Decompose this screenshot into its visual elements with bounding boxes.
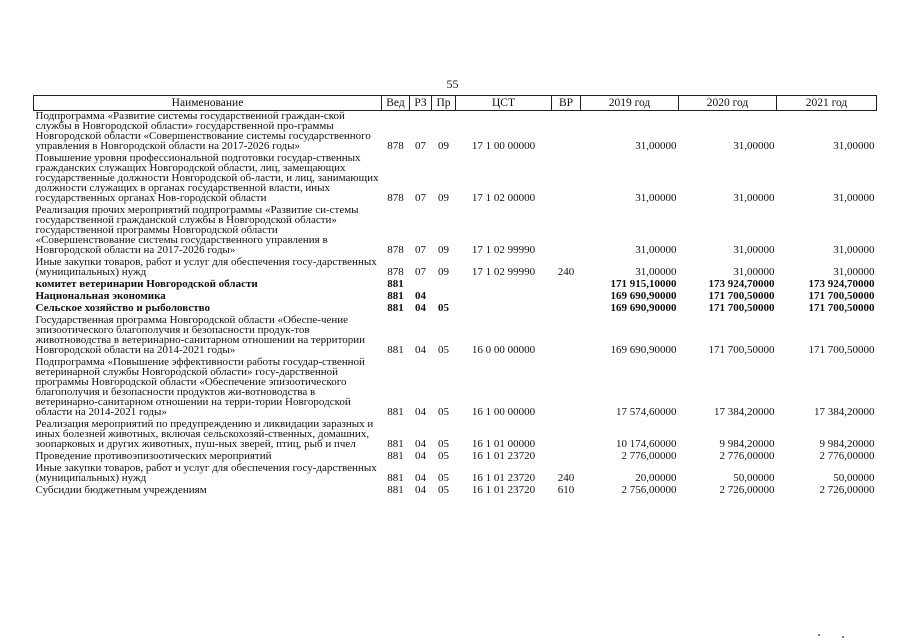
cell-name: Субсидии бюджетным учреждениям <box>35 484 207 496</box>
cell-vr: 610 <box>557 484 575 496</box>
cell-2021: 31,00000 <box>833 192 875 204</box>
cell-cst: 17 1 02 99990 <box>471 266 536 278</box>
header-2020: 2020 год <box>679 96 777 111</box>
cell-name: Повышение уровня профессиональной подготовки государ-ственных гражданских служащих Новгородской области, лиц, замещающих государственные должности Новгородской об-ласти, и лиц, занимающих должности служащих в органах государственной власти, иных государственных органах Нов-городской области <box>35 152 379 204</box>
cell-2021: 171 700,50000 <box>808 302 875 314</box>
cell-2021: 2 726,00000 <box>819 484 875 496</box>
cell-pr: 05 <box>438 406 449 418</box>
cell-rz: 04 <box>415 302 426 314</box>
cell-pr: 09 <box>438 192 449 204</box>
table-row <box>34 463 877 485</box>
cell-ved: 881 <box>387 406 404 418</box>
cell-ved: 881 <box>387 302 404 314</box>
cell-2021: 2 776,00000 <box>819 450 875 462</box>
cell-2020: 2 776,00000 <box>719 450 775 462</box>
cell-rz: 07 <box>415 140 426 152</box>
cell-2019: 169 690,90000 <box>610 302 677 314</box>
cell-cst: 16 1 01 23720 <box>471 472 536 484</box>
cell-rz: 07 <box>415 244 426 256</box>
cell-vr: 240 <box>557 472 575 484</box>
cell-2021: 171 700,50000 <box>808 344 875 356</box>
cell-2019: 31,00000 <box>635 192 677 204</box>
cell-name: Реализация прочих мероприятий подпрограммы «Развитие си-стемы государственной гражданской службы в Новгородской области» государственной программы Новгородской области «Совершенствование системы государственного управления в Новгородской области на 2017-2026 годы» <box>35 204 359 256</box>
cell-2019: 31,00000 <box>635 266 677 278</box>
cell-2020: 171 700,50000 <box>708 302 775 314</box>
header-2021: 2021 год <box>777 96 877 111</box>
cell-2020: 31,00000 <box>733 192 775 204</box>
page-number: 55 <box>446 77 459 91</box>
cell-cst: 16 1 00 00000 <box>471 406 536 418</box>
cell-pr: 05 <box>438 344 449 356</box>
table-row <box>34 111 877 154</box>
cell-pr: 05 <box>438 302 449 314</box>
cell-2021: 173 924,70000 <box>808 278 875 290</box>
cell-pr: 09 <box>438 266 449 278</box>
cell-cst <box>456 291 552 303</box>
table-row <box>34 419 877 451</box>
cell-rz: 04 <box>415 472 426 484</box>
cell-cst: 16 1 01 23720 <box>471 484 536 496</box>
cell-2019: 2 756,00000 <box>621 484 677 496</box>
cell-ved: 881 <box>387 290 404 302</box>
cell-ved: 878 <box>387 192 404 204</box>
scan-speck <box>818 634 820 636</box>
table-body <box>34 111 877 498</box>
cell-pr: 05 <box>438 484 449 496</box>
cell-name: комитет ветеринарии Новгородской области <box>35 278 258 290</box>
table-row <box>34 315 877 357</box>
cell-vr <box>552 451 581 463</box>
table-row <box>34 153 877 205</box>
cell-2019: 171 915,10000 <box>610 278 677 290</box>
cell-2019: 2 776,00000 <box>621 450 677 462</box>
cell-vr <box>552 303 581 315</box>
table-row <box>34 485 877 497</box>
cell-rz: 04 <box>415 344 426 356</box>
cell-2020: 31,00000 <box>733 244 775 256</box>
cell-cst: 17 1 00 00000 <box>471 140 536 152</box>
cell-2019: 169 690,90000 <box>610 290 677 302</box>
cell-2019: 31,00000 <box>635 140 677 152</box>
cell-2020: 173 924,70000 <box>708 278 775 290</box>
cell-2021: 50,00000 <box>833 472 875 484</box>
cell-ved: 881 <box>387 484 404 496</box>
cell-cst: 16 0 00 00000 <box>471 344 536 356</box>
cell-2020: 9 984,20000 <box>719 438 775 450</box>
cell-name: Государственная программа Новгородской области «Обеспе-чение эпизоотического благополучия и безопасности продук-тов животноводства в ветеринарно-санитарном отношении на территории Новгородской области на 2014-2021 годы» <box>35 314 366 356</box>
cell-ved: 881 <box>387 278 404 290</box>
header-rz: РЗ <box>410 96 432 111</box>
cell-vr <box>552 291 581 303</box>
cell-2020: 31,00000 <box>733 140 775 152</box>
cell-ved: 881 <box>387 450 404 462</box>
cell-2019: 20,00000 <box>635 472 677 484</box>
cell-cst: 17 1 02 99990 <box>471 244 536 256</box>
header-ved: Вед <box>382 96 410 111</box>
cell-cst: 17 1 02 00000 <box>471 192 536 204</box>
cell-2019: 31,00000 <box>635 244 677 256</box>
cell-cst: 16 1 01 23720 <box>471 450 536 462</box>
cell-2020: 31,00000 <box>733 266 775 278</box>
table-row <box>34 257 877 279</box>
table-row <box>34 357 877 419</box>
cell-pr <box>432 279 456 291</box>
cell-pr: 09 <box>438 244 449 256</box>
cell-vr <box>552 205 581 257</box>
cell-name: Национальная экономика <box>35 290 166 302</box>
cell-rz: 04 <box>415 484 426 496</box>
budget-table <box>33 95 877 497</box>
cell-2019: 169 690,90000 <box>610 344 677 356</box>
cell-cst <box>456 279 552 291</box>
table-header-row <box>34 96 877 111</box>
cell-pr: 05 <box>438 472 449 484</box>
cell-name: Сельское хозяйство и рыболовство <box>35 302 210 314</box>
cell-2021: 17 384,20000 <box>814 406 875 418</box>
cell-2020: 17 384,20000 <box>714 406 775 418</box>
cell-name: Реализация мероприятий по предупреждению и ликвидации заразных и иных болезней животных, включая сельскохозяй-ственных, домашних, зоопарковых и других животных, пуш-ных зверей, птиц, рыб и пчел <box>35 418 374 450</box>
header-cst: ЦСТ <box>456 96 552 111</box>
cell-vr <box>552 419 581 451</box>
cell-name: Проведение противоэпизоотических мероприятий <box>35 450 272 462</box>
cell-cst <box>456 303 552 315</box>
cell-vr <box>552 279 581 291</box>
cell-2019: 17 574,60000 <box>616 406 677 418</box>
cell-2020: 50,00000 <box>733 472 775 484</box>
header-2019: 2019 год <box>581 96 679 111</box>
cell-rz: 04 <box>415 438 426 450</box>
cell-pr: 05 <box>438 450 449 462</box>
table-row <box>34 205 877 257</box>
cell-rz: 07 <box>415 192 426 204</box>
cell-rz: 07 <box>415 266 426 278</box>
cell-ved: 878 <box>387 244 404 256</box>
cell-2020: 2 726,00000 <box>719 484 775 496</box>
cell-name: Подпрограмма «Повышение эффективности работы государ-ственной ветеринарной службы Новгородской области» госу-дарственной программы Новгородской области «Обеспечение эпизоотического благополучия и безопасности продуктов жи-вотноводства в ветеринарно-санитарном отношении на терри-тории Новгородской области на 2014-2021 годы» <box>35 356 365 418</box>
cell-vr <box>552 153 581 205</box>
cell-ved: 878 <box>387 140 404 152</box>
cell-2021: 171 700,50000 <box>808 290 875 302</box>
header-pr: Пр <box>432 96 456 111</box>
scan-speck <box>842 636 844 638</box>
cell-name: Подпрограмма «Развитие системы государственной граждан-ской службы в Новгородской области» государственной про-граммы Новгородской области «Совершенствование системы государственного управления в Новгородской области на 2017-2026 годы» <box>35 110 371 152</box>
cell-2021: 9 984,20000 <box>819 438 875 450</box>
cell-2019: 10 174,60000 <box>616 438 677 450</box>
cell-ved: 881 <box>387 472 404 484</box>
cell-pr: 09 <box>438 140 449 152</box>
cell-2020: 171 700,50000 <box>708 344 775 356</box>
cell-ved: 881 <box>387 438 404 450</box>
header-name: Наименование <box>34 96 382 111</box>
cell-name: Иные закупки товаров, работ и услуг для обеспечения госу-дарственных (муниципальных) нужд <box>35 256 377 278</box>
cell-rz: 04 <box>415 450 426 462</box>
cell-pr: 05 <box>438 438 449 450</box>
cell-vr: 240 <box>557 266 575 278</box>
cell-2020: 171 700,50000 <box>708 290 775 302</box>
cell-2021: 31,00000 <box>833 266 875 278</box>
cell-rz: 04 <box>415 406 426 418</box>
cell-cst: 16 1 01 00000 <box>471 438 536 450</box>
cell-rz: 04 <box>415 290 426 302</box>
cell-ved: 881 <box>387 344 404 356</box>
cell-2021: 31,00000 <box>833 140 875 152</box>
cell-vr <box>552 315 581 357</box>
cell-2021: 31,00000 <box>833 244 875 256</box>
header-vr: ВР <box>552 96 581 111</box>
cell-name: Иные закупки товаров, работ и услуг для обеспечения госу-дарственных (муниципальных) нужд <box>35 462 377 484</box>
cell-vr <box>552 357 581 419</box>
cell-vr <box>552 111 581 154</box>
cell-ved: 878 <box>387 266 404 278</box>
